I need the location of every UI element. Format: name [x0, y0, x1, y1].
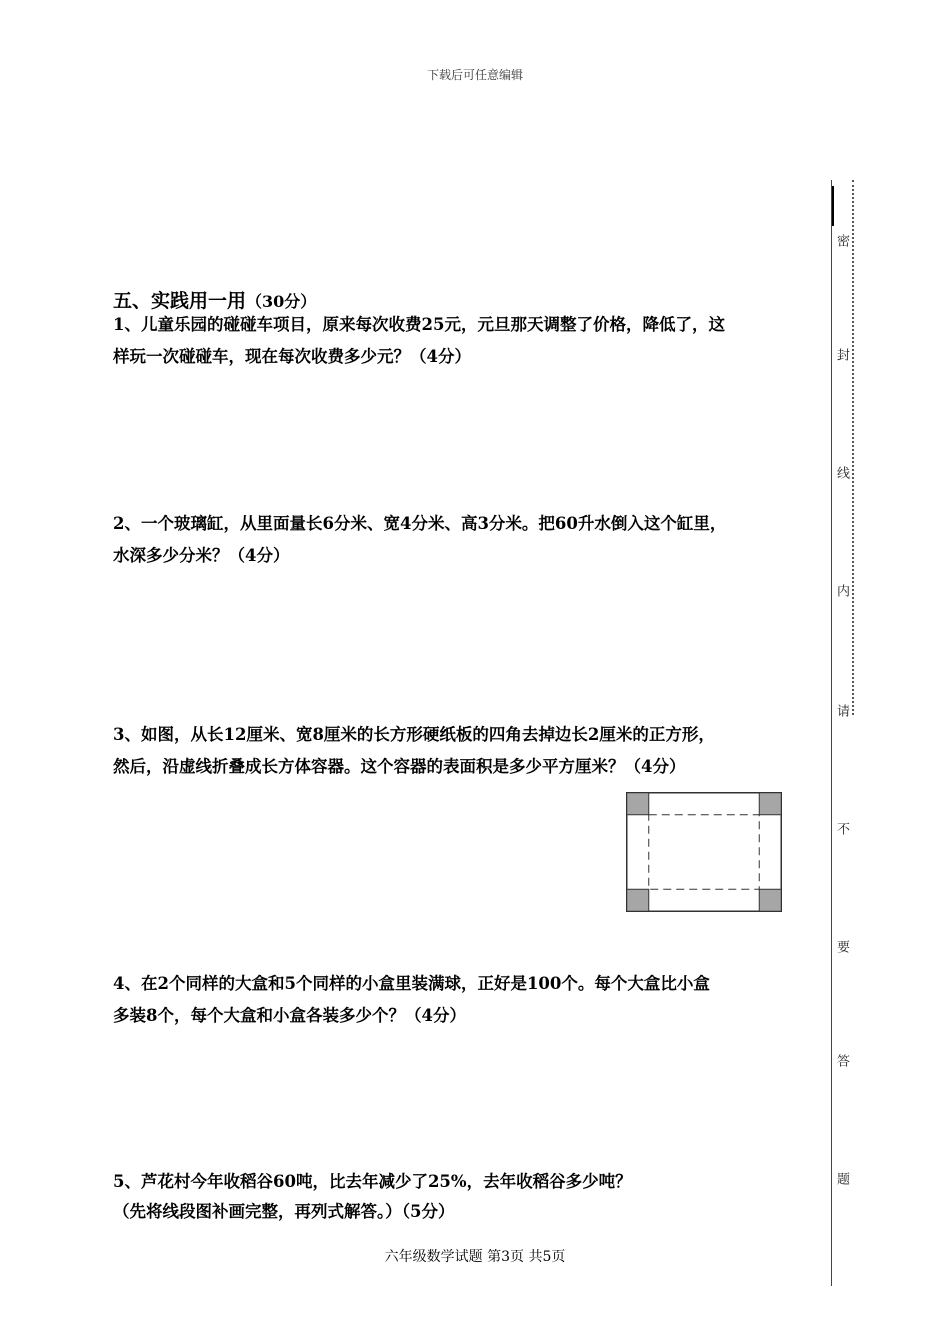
binding-char-2: 封 [834, 348, 849, 361]
question-4-line-1: 4、在2个同样的大盒和5个同样的小盒里装满球，正好是100个。每个大盒比小盒 [113, 974, 710, 993]
binding-char-5: 请 [834, 704, 849, 717]
question-5-line-1: 5、芦花村今年收稻谷60吨，比去年减少了25%，去年收稻谷多少吨？ [113, 1172, 632, 1191]
cardboard-figure [626, 792, 782, 912]
page-footer: 六年级数学试题 第3页 共5页 [384, 1249, 566, 1265]
binding-char-6: 不 [834, 822, 849, 835]
corner-square-bottom-left [627, 889, 649, 911]
binding-char-8: 答 [834, 1054, 849, 1067]
binding-char-3: 线 [834, 466, 849, 479]
binding-char-4: 内 [834, 584, 849, 597]
question-5-line-2: （先将线段图补画完整，再列式解答。）（5分） [113, 1202, 455, 1221]
corner-square-top-left [627, 793, 649, 815]
binding-mark [832, 186, 834, 226]
binding-dotted-line [852, 180, 854, 715]
cardboard-outline [627, 793, 782, 912]
question-2 [113, 508, 828, 572]
question-3-line-2: 然后，沿虚线折叠成长方体容器。这个容器的表面积是多少平方厘米？（4分） [113, 757, 686, 776]
question-3 [113, 719, 828, 783]
binding-char-7: 要 [834, 940, 849, 953]
binding-char-9: 题 [834, 1172, 849, 1185]
question-2-line-2: 水深多少分米？（4分） [113, 546, 290, 565]
question-3-line-1: 3、如图，从长12厘米、宽8厘米的长方形硬纸板的四角去掉边长2厘米的正方形， [113, 725, 715, 744]
binding-line [831, 180, 832, 1286]
section-score: （30分） [246, 292, 317, 311]
corner-square-top-right [759, 793, 781, 815]
question-1-line-1: 1、儿童乐园的碰碰车项目，原来每次收费25元，元旦那天调整了价格，降低了，这 [113, 315, 725, 334]
header-note: 下载后可任意编辑 [426, 68, 523, 82]
question-4 [113, 968, 828, 1032]
corner-square-bottom-right [759, 889, 781, 911]
question-4-line-2: 多装8个，每个大盒和小盒各装多少个？（4分） [113, 1006, 466, 1025]
section-title-text: 五、实践用一用 [113, 290, 247, 312]
question-1 [113, 309, 828, 373]
question-5 [113, 1167, 828, 1227]
binding-char-1: 密 [834, 234, 849, 247]
question-2-line-1: 2、一个玻璃缸，从里面量长6分米、宽4分米、高3分米。把60升水倒入这个缸里， [113, 514, 727, 533]
question-1-line-2: 样玩一次碰碰车，现在每次收费多少元？（4分） [113, 347, 471, 366]
